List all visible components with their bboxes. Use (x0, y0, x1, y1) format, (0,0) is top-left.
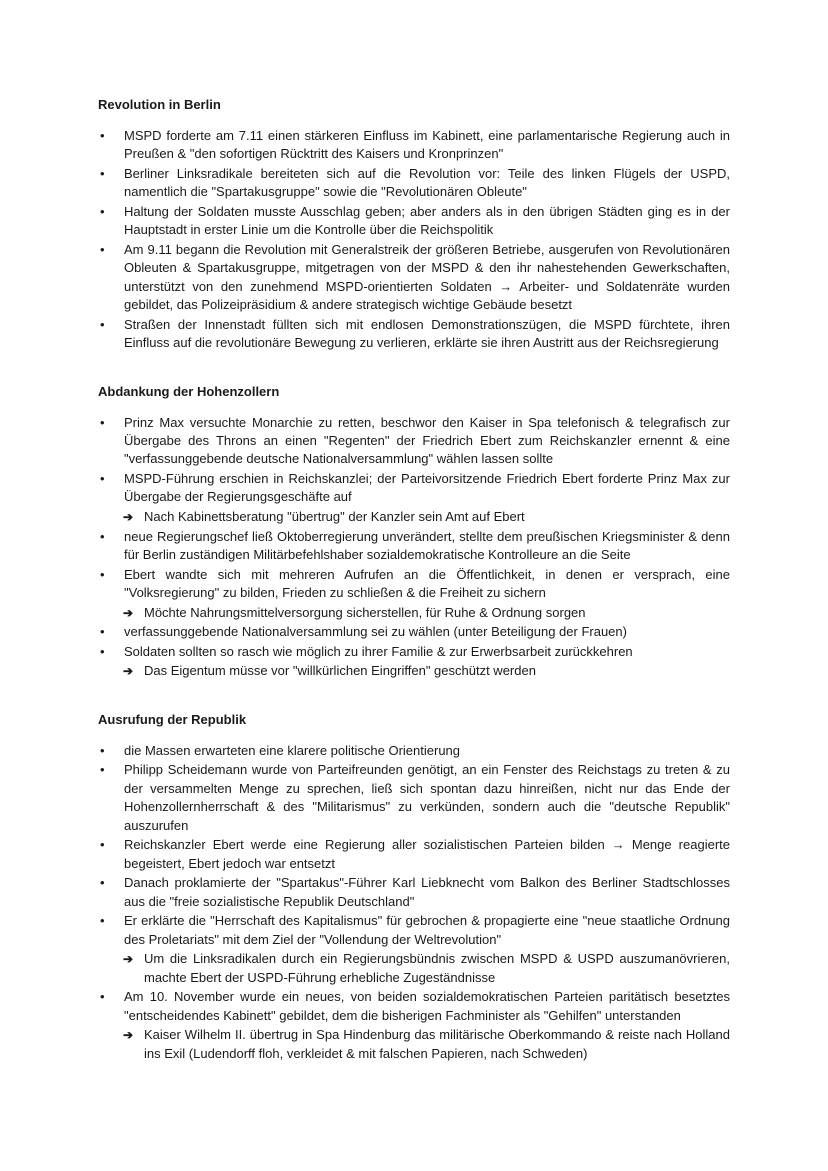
sub-point-text: Das Eigentum müsse vor "willkürlichen Eingriffen" geschützt werden (144, 663, 536, 679)
bullet-icon: • (100, 128, 105, 143)
list-item-text: Haltung der Soldaten musste Ausschlag geben; aber anders als in den übrigen Städten ging es in der Hauptstadt in erster Linie um die Kontrolle über die Reichspolitik (124, 204, 730, 238)
list-item (98, 912, 730, 949)
arrow-icon: ➔ (123, 1028, 134, 1043)
section-heading: Abdankung der Hohenzollern (98, 383, 280, 399)
bullet-list (98, 623, 730, 661)
sub-point (98, 1026, 730, 1063)
list-item-text: Ebert wandte sich mit mehreren Aufrufen an die Öffentlichkeit, in denen er versprach, eine "Volksregierung" zu bilden, Frieden zu schließen & die Freiheit zu sichern (124, 566, 730, 601)
bullet-icon: • (100, 316, 105, 332)
list-item-text: neue Regierungschef ließ Oktoberregierung unverändert, stellte dem preußischen Kriegsminister & denn für Berlin zuständigen Militärbefehlshaber sozialdemokratische Kontrolleure an die Seite (124, 528, 730, 563)
bullet-icon: • (100, 913, 105, 929)
arrow-icon: ➔ (123, 664, 134, 679)
sub-point-text: Um die Linksradikalen durch ein Regierungsbündnis zwischen MSPD & USPD auszumanövrieren, machte Ebert der USPD-Führung erhebliche Zugeständnisse (144, 951, 730, 985)
list-item-text: Straßen der Innenstadt füllten sich mit endlosen Demonstrationszügen, die MSPD fürchtete, ihren Einfluss auf die revolutionäre Bewegung zu verlieren, erklärte sie ihren Austritt aus der Reichsregierung (124, 316, 730, 351)
document-page (98, 96, 730, 1093)
sub-point (98, 508, 730, 526)
list-item (98, 742, 730, 760)
list-item-text: Soldaten sollten so rasch wie möglich zu ihrer Familie & zur Erwerbsarbeit zurückkehren (124, 643, 633, 659)
sub-point (98, 662, 730, 680)
sub-point-text: Möchte Nahrungsmittelversorgung sicherstellen, für Ruhe & Ordnung sorgen (144, 604, 586, 620)
bullet-icon: • (100, 566, 105, 582)
bullet-list (98, 742, 730, 949)
bullet-icon: • (100, 989, 105, 1005)
bullet-icon: • (100, 875, 105, 891)
arrow-icon: ➔ (123, 605, 134, 620)
list-item-text: verfassunggebende Nationalversammlung sei zu wählen (unter Beteiligung der Frauen) (124, 624, 627, 640)
list-item-text: MSPD forderte am 7.11 einen stärkeren Einfluss im Kabinett, eine parlamentarische Regierung auch in Preußen & "den sofortigen Rücktritt des Kaisers und Kronprinzen" (124, 128, 730, 162)
bullet-list (98, 414, 730, 507)
list-item (98, 241, 730, 315)
section-abdankung-der-hohenzollern (98, 383, 730, 681)
list-item-text: Am 10. November wurde ein neues, von beiden sozialdemokratischen Parteien paritätisch besetztes "entscheidendes Kabinett" gebildet, dem die bisherigen Fachminister als "Gehilfen" unterstanden (124, 989, 730, 1023)
bullet-list (98, 528, 730, 603)
section-heading: Revolution in Berlin (98, 97, 221, 112)
list-item (98, 203, 730, 240)
sub-point-text: Kaiser Wilhelm II. übertrug in Spa Hindenburg das militärische Oberkommando & reiste nach Holland ins Exil (Ludendorff floh, verkleidet & mit falschen Papieren, nach Schweden) (144, 1027, 730, 1061)
sub-point-text: Nach Kabinettsberatung "übertrug" der Kanzler sein Amt auf Ebert (144, 509, 525, 525)
bullet-icon: • (100, 742, 105, 758)
bullet-list (98, 127, 730, 353)
bullet-icon: • (100, 528, 105, 544)
bullet-icon: • (100, 242, 105, 257)
bullet-icon: • (100, 414, 105, 430)
sub-point (98, 950, 730, 987)
list-item-text: Berliner Linksradikale bereiteten sich auf die Revolution vor: Teile des linken Flügels der USPD, namentlich die "Spartakusgruppe" sowie die "Revolutionären Obleute" (124, 166, 730, 200)
arrow-icon: ➔ (123, 510, 134, 525)
bullet-icon: • (100, 471, 105, 487)
list-item (98, 566, 730, 603)
list-item (98, 623, 730, 641)
bullet-list (98, 988, 730, 1025)
section-ausrufung-der-republik (98, 711, 730, 1063)
list-item (98, 836, 730, 873)
list-item (98, 470, 730, 507)
list-item (98, 761, 730, 835)
list-item-text: Am 9.11 begann die Revolution mit Generalstreik der größeren Betriebe, ausgerufen von Revolutionären Obleuten & Spartakusgruppe, mitgetragen von der MSPD & den ihr nahestehenden Gewerkschaften, unterstützt von den zunehmend MSPD-orientierten Soldaten → Arbeiter- und Soldatenräte wurden gebildet, das Polizeipräsidium & andere strategisch wichtige Gebäude besetzt (124, 242, 730, 313)
list-item (98, 988, 730, 1025)
list-item-text: Er erklärte die "Herrschaft des Kapitalismus" für gebrochen & propagierte eine "neue staatliche Ordnung des Proletariats" mit dem Ziel der "Vollendung der Weltrevolution" (124, 913, 730, 947)
list-item-text: Philipp Scheidemann wurde von Parteifreunden genötigt, an ein Fenster des Reichstags zu treten & zu der versammelten Menge zu sprechen, ließ sich spontan dazu hinreißen, nicht nur das Ende der Hohenzollernherrschaft & des "Militarismus" zu verkünden, sondern auch die "deutsche Republik" auszurufen (124, 762, 730, 833)
list-item (98, 643, 730, 661)
bullet-icon: • (100, 624, 105, 640)
bullet-icon: • (100, 204, 105, 219)
list-item-text: Reichskanzler Ebert werde eine Regierung aller sozialistischen Parteien bilden → Menge reagierte begeistert, Ebert jedoch war entsetzt (124, 837, 730, 871)
list-item (98, 127, 730, 164)
arrow-icon: ➔ (123, 952, 134, 967)
bullet-icon: • (100, 166, 105, 181)
list-item-text: Danach proklamierte der "Spartakus"-Führer Karl Liebknecht vom Balkon des Berliner Stadtschlosses aus die "freie sozialistische Republik Deutschland" (124, 875, 730, 909)
list-item (98, 874, 730, 911)
list-item-text: die Massen erwarteten eine klarere politische Orientierung (124, 742, 461, 758)
sub-point (98, 604, 730, 622)
list-item (98, 316, 730, 353)
section-heading: Ausrufung der Republik (98, 711, 247, 727)
list-item (98, 165, 730, 202)
list-item (98, 414, 730, 469)
bullet-icon: • (100, 643, 105, 659)
bullet-icon: • (100, 762, 105, 778)
list-item-text: MSPD-Führung erschien in Reichskanzlei; der Parteivorsitzende Friedrich Ebert forderte Prinz Max zur Übergabe der Regierungsgeschäfte auf (124, 471, 730, 505)
list-item-text: Prinz Max versuchte Monarchie zu retten, beschwor den Kaiser in Spa telefonisch & telegrafisch zur Übergabe des Throns an einen "Regenten" der Friedrich Ebert zum Reichskanzler ernennt & eine "verfassunggebende deutsche Nationalversammlung" wählen lassen sollte (124, 414, 730, 467)
list-item (98, 528, 730, 565)
bullet-icon: • (100, 837, 105, 853)
section-revolution-in-berlin (98, 96, 730, 353)
